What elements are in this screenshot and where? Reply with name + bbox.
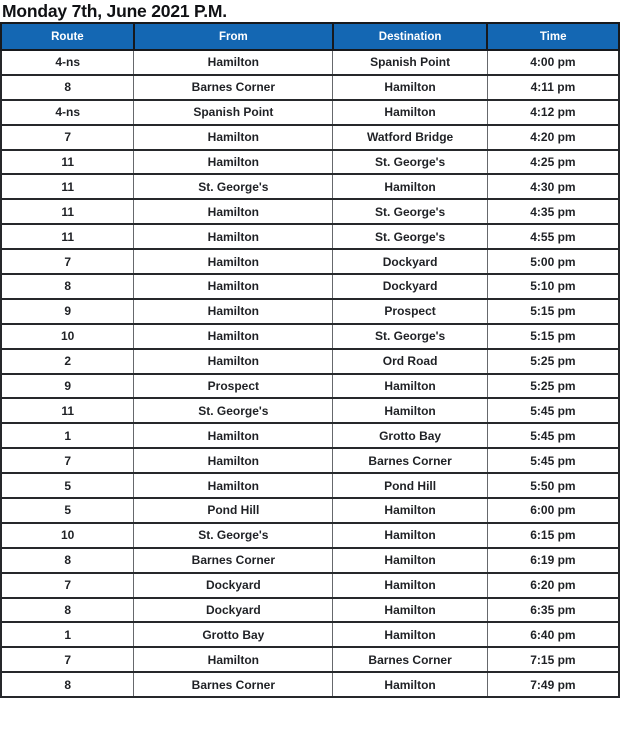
- cell-from: Hamilton: [134, 647, 333, 672]
- cell-time: 5:25 pm: [487, 349, 619, 374]
- cell-route: 1: [1, 423, 134, 448]
- table-row: [1, 274, 619, 299]
- cell-from: Hamilton: [134, 324, 333, 349]
- cell-destination: Spanish Point: [333, 50, 488, 75]
- cell-time: 6:20 pm: [487, 573, 619, 598]
- cell-time: 4:12 pm: [487, 100, 619, 125]
- cell-from: Dockyard: [134, 573, 333, 598]
- table-row: [1, 174, 619, 199]
- cell-time: 4:35 pm: [487, 199, 619, 224]
- cell-destination: St. George's: [333, 150, 488, 175]
- cell-from: St. George's: [134, 174, 333, 199]
- table-body: [1, 50, 619, 697]
- table-row: [1, 150, 619, 175]
- table-row: [1, 523, 619, 548]
- cell-route: 8: [1, 274, 134, 299]
- cell-route: 4-ns: [1, 100, 134, 125]
- header-time: Time: [487, 23, 619, 50]
- table-row: [1, 125, 619, 150]
- schedule-table: [0, 22, 620, 698]
- cell-destination: Hamilton: [333, 374, 488, 399]
- cell-route: 7: [1, 125, 134, 150]
- table-row: [1, 299, 619, 324]
- cell-route: 5: [1, 473, 134, 498]
- page-title: Monday 7th, June 2021 P.M.: [2, 1, 227, 21]
- table-row: [1, 473, 619, 498]
- table-row: [1, 199, 619, 224]
- cell-route: 9: [1, 374, 134, 399]
- cell-route: 11: [1, 199, 134, 224]
- cell-from: Grotto Bay: [134, 622, 333, 647]
- cell-time: 6:19 pm: [487, 548, 619, 573]
- cell-route: 10: [1, 324, 134, 349]
- cell-destination: Hamilton: [333, 622, 488, 647]
- table-row: [1, 349, 619, 374]
- table-row: [1, 249, 619, 274]
- cell-destination: Hamilton: [333, 548, 488, 573]
- cell-time: 5:45 pm: [487, 398, 619, 423]
- cell-destination: Barnes Corner: [333, 448, 488, 473]
- cell-time: 5:15 pm: [487, 324, 619, 349]
- table-row: [1, 573, 619, 598]
- cell-route: 11: [1, 224, 134, 249]
- cell-from: Hamilton: [134, 50, 333, 75]
- cell-route: 7: [1, 448, 134, 473]
- table-row: [1, 647, 619, 672]
- cell-route: 5: [1, 498, 134, 523]
- cell-time: 4:00 pm: [487, 50, 619, 75]
- cell-time: 5:00 pm: [487, 249, 619, 274]
- cell-time: 4:20 pm: [487, 125, 619, 150]
- cell-destination: Barnes Corner: [333, 647, 488, 672]
- cell-destination: Watford Bridge: [333, 125, 488, 150]
- cell-from: Hamilton: [134, 349, 333, 374]
- cell-from: Barnes Corner: [134, 75, 333, 100]
- cell-from: St. George's: [134, 398, 333, 423]
- cell-destination: Grotto Bay: [333, 423, 488, 448]
- cell-time: 5:15 pm: [487, 299, 619, 324]
- header-row: [1, 23, 619, 50]
- cell-from: Hamilton: [134, 423, 333, 448]
- cell-time: 4:25 pm: [487, 150, 619, 175]
- cell-from: St. George's: [134, 523, 333, 548]
- cell-from: Hamilton: [134, 473, 333, 498]
- cell-from: Hamilton: [134, 274, 333, 299]
- cell-route: 2: [1, 349, 134, 374]
- cell-from: Hamilton: [134, 199, 333, 224]
- cell-time: 7:15 pm: [487, 647, 619, 672]
- cell-from: Hamilton: [134, 448, 333, 473]
- cell-destination: St. George's: [333, 324, 488, 349]
- cell-destination: Hamilton: [333, 75, 488, 100]
- cell-time: 5:45 pm: [487, 448, 619, 473]
- cell-time: 6:00 pm: [487, 498, 619, 523]
- cell-destination: St. George's: [333, 199, 488, 224]
- cell-destination: Hamilton: [333, 523, 488, 548]
- table-row: [1, 374, 619, 399]
- cell-route: 9: [1, 299, 134, 324]
- cell-destination: St. George's: [333, 224, 488, 249]
- table-row: [1, 622, 619, 647]
- cell-route: 10: [1, 523, 134, 548]
- cell-route: 8: [1, 672, 134, 697]
- cell-destination: Dockyard: [333, 274, 488, 299]
- cell-route: 11: [1, 150, 134, 175]
- cell-from: Hamilton: [134, 249, 333, 274]
- cell-route: 11: [1, 398, 134, 423]
- cell-from: Pond Hill: [134, 498, 333, 523]
- header-destination: Destination: [333, 23, 488, 50]
- table-row: [1, 324, 619, 349]
- table-row: [1, 498, 619, 523]
- cell-from: Barnes Corner: [134, 672, 333, 697]
- cell-time: 4:30 pm: [487, 174, 619, 199]
- cell-time: 7:49 pm: [487, 672, 619, 697]
- cell-destination: Hamilton: [333, 498, 488, 523]
- table-row: [1, 423, 619, 448]
- table-row: [1, 100, 619, 125]
- table-row: [1, 224, 619, 249]
- cell-from: Hamilton: [134, 150, 333, 175]
- cell-from: Dockyard: [134, 598, 333, 623]
- cell-destination: Prospect: [333, 299, 488, 324]
- cell-from: Hamilton: [134, 125, 333, 150]
- cell-route: 7: [1, 647, 134, 672]
- cell-time: 5:25 pm: [487, 374, 619, 399]
- cell-from: Barnes Corner: [134, 548, 333, 573]
- table-row: [1, 672, 619, 697]
- cell-route: 7: [1, 573, 134, 598]
- table-row: [1, 50, 619, 75]
- cell-time: 4:55 pm: [487, 224, 619, 249]
- cell-from: Prospect: [134, 374, 333, 399]
- cell-destination: Pond Hill: [333, 473, 488, 498]
- header-route: Route: [1, 23, 134, 50]
- cell-route: 11: [1, 174, 134, 199]
- cell-destination: Hamilton: [333, 598, 488, 623]
- cell-from: Hamilton: [134, 224, 333, 249]
- cell-time: 6:40 pm: [487, 622, 619, 647]
- cell-destination: Hamilton: [333, 672, 488, 697]
- cell-route: 1: [1, 622, 134, 647]
- cell-time: 5:50 pm: [487, 473, 619, 498]
- table-row: [1, 75, 619, 100]
- cell-from: Spanish Point: [134, 100, 333, 125]
- cell-route: 4-ns: [1, 50, 134, 75]
- cell-destination: Dockyard: [333, 249, 488, 274]
- table-row: [1, 548, 619, 573]
- cell-time: 6:35 pm: [487, 598, 619, 623]
- cell-destination: Hamilton: [333, 174, 488, 199]
- cell-destination: Hamilton: [333, 100, 488, 125]
- cell-destination: Hamilton: [333, 573, 488, 598]
- table-row: [1, 598, 619, 623]
- cell-route: 8: [1, 598, 134, 623]
- cell-destination: Ord Road: [333, 349, 488, 374]
- cell-time: 5:45 pm: [487, 423, 619, 448]
- cell-route: 8: [1, 75, 134, 100]
- cell-from: Hamilton: [134, 299, 333, 324]
- cell-time: 5:10 pm: [487, 274, 619, 299]
- header-from: From: [134, 23, 333, 50]
- cell-route: 8: [1, 548, 134, 573]
- table-row: [1, 398, 619, 423]
- cell-time: 4:11 pm: [487, 75, 619, 100]
- cell-time: 6:15 pm: [487, 523, 619, 548]
- table-row: [1, 448, 619, 473]
- cell-destination: Hamilton: [333, 398, 488, 423]
- cell-route: 7: [1, 249, 134, 274]
